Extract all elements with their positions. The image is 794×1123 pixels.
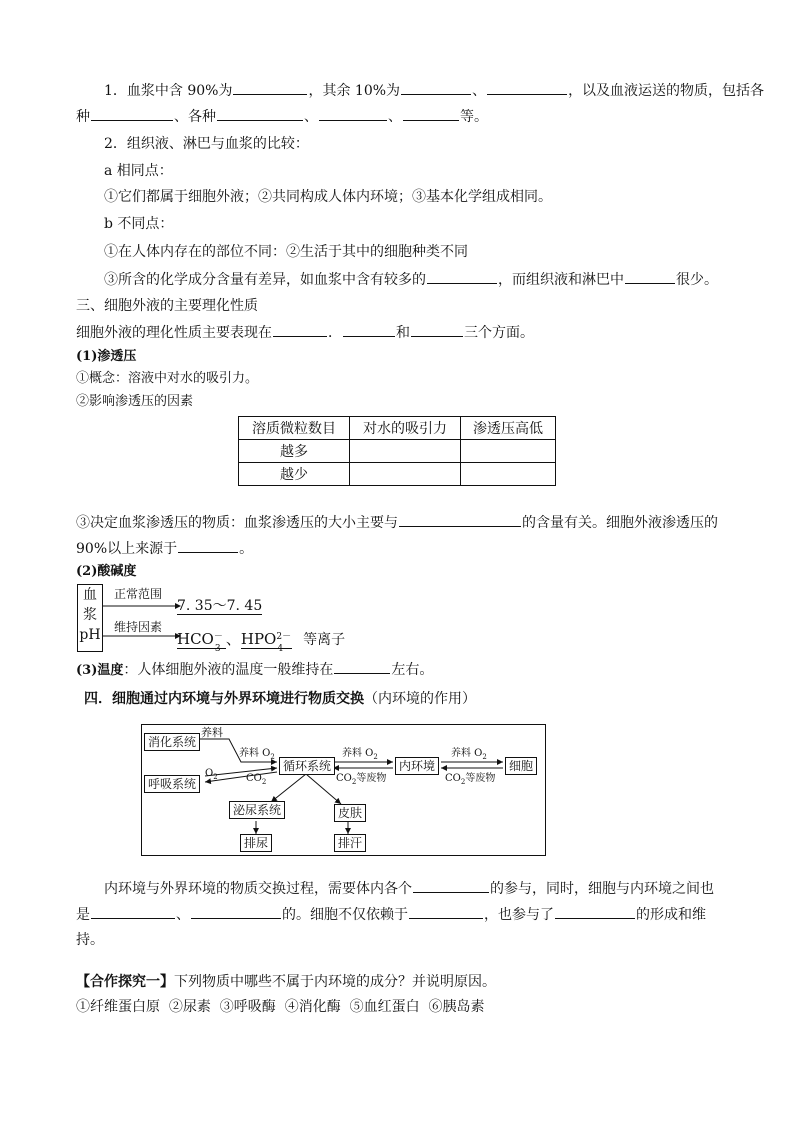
sec4-text-2 — [76, 904, 706, 925]
node-urinary: 泌尿系统 — [229, 801, 285, 819]
sec4-text: 的。细胞不仅依赖于 — [282, 907, 408, 923]
blank[interactable] — [273, 322, 327, 337]
blank[interactable] — [319, 106, 387, 121]
sec3-text: 。 — [239, 541, 254, 557]
label-text: 养料 O — [239, 748, 271, 759]
sec4-text: 、 — [176, 907, 190, 923]
ion-sup: － — [213, 632, 223, 642]
osmotic-decide-2 — [76, 538, 253, 559]
p2-text: ，而组织液和淋巴中 — [498, 272, 624, 288]
blank[interactable] — [403, 106, 459, 121]
table-cell[interactable] — [350, 463, 461, 486]
label-text: 养料 O — [451, 748, 483, 759]
label-text: CO — [336, 773, 352, 784]
label-nutrient-o2-2 — [342, 748, 378, 763]
ph-box — [77, 584, 103, 652]
label-co2-waste-1 — [336, 773, 386, 788]
blank[interactable] — [413, 878, 489, 893]
label-text: 养料 O — [342, 748, 374, 759]
table-row — [239, 463, 556, 486]
temperature — [76, 659, 433, 681]
label-co2-1 — [246, 773, 266, 788]
p1-text: 1．血浆中含 90%为 — [104, 83, 233, 99]
label-sub: 2 — [270, 753, 275, 761]
label-sub: 2 — [460, 778, 466, 786]
coop-label: 【合作探究一】 — [76, 974, 174, 990]
sec4-text: 的参与，同时，细胞与内环境之间也 — [490, 881, 714, 897]
blank[interactable] — [334, 659, 390, 674]
label-text: O — [205, 768, 214, 779]
p2-same-label: a 相同点： — [104, 163, 173, 179]
ion-suffix: 等离子 — [303, 632, 346, 648]
blank[interactable] — [191, 904, 281, 919]
node-internal-env: 内环境 — [395, 757, 439, 775]
blank[interactable] — [409, 904, 483, 919]
label-nutrient: 养料 — [201, 726, 223, 739]
ph-box-text: 血 — [83, 587, 97, 603]
coop-question — [76, 972, 496, 992]
coop-text: 下列物质中哪些不属于内环境的成分？并说明原因。 — [174, 974, 496, 990]
p1-text: 、各种 — [174, 109, 216, 125]
p1-text: ，其余 10%为 — [308, 83, 401, 99]
coop-options: ①纤维蛋白原 ②尿素 ③呼吸酶 ④消化酶 ⑤血红蛋白 ⑥胰岛素 — [76, 999, 485, 1015]
ion-text: HPO — [240, 630, 277, 648]
table-header: 渗透压高低 — [461, 417, 556, 440]
node-respiratory: 呼吸系统 — [144, 775, 200, 793]
sec3-text: 90%以上来源于 — [76, 541, 178, 557]
blank[interactable] — [555, 904, 635, 919]
p1-text: 、 — [472, 83, 487, 99]
p1-line2 — [76, 106, 488, 127]
node-skin: 皮肤 — [334, 804, 366, 822]
ph-ions — [177, 628, 346, 654]
blank[interactable] — [91, 106, 173, 121]
blank[interactable] — [427, 269, 497, 284]
table-cell: 越多 — [239, 440, 350, 463]
sec4-heading — [84, 689, 476, 709]
sec3-text: ：人体细胞外液的温度一般维持在 — [123, 662, 334, 678]
label-text: CO — [445, 773, 461, 784]
blank[interactable] — [217, 106, 303, 121]
table-row — [239, 440, 556, 463]
sec4-text-1 — [104, 878, 714, 899]
label-text: 等废物 — [356, 773, 387, 784]
sec3-text: 左右。 — [391, 662, 434, 678]
blank[interactable] — [411, 322, 463, 337]
sec3-text: 和 — [396, 325, 410, 341]
table-header-row — [239, 417, 556, 440]
sec4-text: 是 — [76, 907, 90, 923]
table-cell[interactable] — [461, 463, 556, 486]
node-circulatory: 循环系统 — [279, 757, 335, 775]
p2-same-text: ①它们都属于细胞外液；②共同构成人体内环境；③基本化学组成相同。 — [104, 189, 552, 205]
sec3-text: 三个方面。 — [464, 325, 534, 341]
osmotic-title: (1)渗透压 — [76, 349, 137, 364]
p2-text: 很少。 — [676, 272, 718, 288]
p1-line1 — [104, 80, 764, 101]
sec4-heading-bold: 四．细胞通过内环境与外界环境进行物质交换 — [84, 691, 364, 707]
p1-text: ，以及血液运送的物质，包括各 — [568, 83, 765, 99]
ion-hpo4 — [240, 630, 292, 654]
osmotic-table — [238, 416, 556, 486]
ion-sup: 2－ — [276, 632, 292, 642]
ion-sub: 3 — [214, 644, 221, 654]
blank[interactable] — [401, 80, 471, 95]
label-nutrient-o2-3 — [451, 748, 487, 763]
sec4-text: ，也参与了 — [484, 907, 554, 923]
node-cell: 细胞 — [505, 757, 537, 775]
p2-diff3 — [104, 269, 718, 290]
sec4-text: 内环境与外界环境的物质交换过程，需要体内各个 — [104, 881, 412, 897]
ph-normal-value: 7. 35～7. 45 — [177, 598, 263, 614]
blank[interactable] — [625, 269, 675, 284]
ph-box-text: pH — [79, 627, 101, 643]
p2-title: 2．组织液、淋巴与血浆的比较： — [104, 136, 309, 152]
ion-sep: 、 — [225, 630, 241, 648]
sec3-text: ③决定血浆渗透压的物质：血浆渗透压的大小主要与 — [76, 515, 398, 531]
table-cell[interactable] — [350, 440, 461, 463]
node-sweat: 排汗 — [334, 834, 366, 852]
blank[interactable] — [399, 512, 521, 527]
blank[interactable] — [343, 322, 395, 337]
label-co2-waste-2 — [445, 773, 495, 788]
osmotic-decide-1 — [76, 512, 718, 533]
p1-text: 等。 — [460, 109, 488, 125]
ion-text: HCO — [177, 630, 214, 648]
node-urine: 排尿 — [240, 834, 272, 852]
sec3-text: 细胞外液的理化性质主要表现在 — [76, 325, 272, 341]
sec3-intro — [76, 322, 534, 343]
blank[interactable] — [233, 80, 307, 95]
p2-text: ③所含的化学成分含量有差异，如血浆中含有较多的 — [104, 272, 426, 288]
label-sub: 2 — [261, 778, 267, 786]
p2-diff-label: b 不同点： — [104, 216, 174, 232]
sec4-text: 的形成和维 — [636, 907, 706, 923]
label-sub: 2 — [482, 753, 487, 761]
sec4-text-3: 持。 — [76, 932, 104, 948]
ion-hco3 — [177, 630, 226, 654]
ph-normal-label: 正常范围 — [114, 587, 163, 601]
blank[interactable] — [487, 80, 567, 95]
sec3-heading: 三、细胞外液的主要理化性质 — [76, 298, 258, 314]
p1-text: 种 — [76, 109, 90, 125]
table-cell: 越少 — [239, 463, 350, 486]
label-sub: 2 — [213, 773, 218, 781]
blank[interactable] — [178, 538, 238, 553]
label-nutrient-o2-1 — [239, 748, 275, 763]
blank[interactable] — [91, 904, 175, 919]
ph-title: (2)酸碱度 — [76, 564, 137, 579]
osmotic-factor: ②影响渗透压的因素 — [76, 394, 194, 409]
label-o2 — [205, 768, 218, 783]
label-text: 等废物 — [465, 773, 496, 784]
table-header: 溶质微粒数目 — [239, 417, 350, 440]
label-sub: 2 — [351, 778, 357, 786]
node-digestive: 消化系统 — [144, 733, 200, 751]
sec3-text: 的含量有关。细胞外液渗透压的 — [522, 515, 718, 531]
sec4-heading-rest: （内环境的作用） — [364, 691, 476, 707]
table-cell[interactable] — [461, 440, 556, 463]
label-sub: 2 — [373, 753, 378, 761]
p2-diff1: ①在人体内存在的部位不同：②生活于其中的细胞种类不同 — [104, 244, 468, 260]
temp-title: (3)温度 — [76, 663, 124, 678]
table-header: 对水的吸引力 — [350, 417, 461, 440]
osmotic-concept: ①概念：溶液中对水的吸引力。 — [76, 371, 259, 386]
sec3-text: ． — [328, 325, 342, 341]
p1-text: 、 — [304, 109, 318, 125]
ph-box-text: 浆 — [83, 607, 97, 623]
ph-maintain-label: 维持因素 — [114, 620, 163, 634]
label-text: CO — [246, 773, 262, 784]
p1-text: 、 — [388, 109, 402, 125]
ion-sub: 4 — [277, 644, 284, 654]
